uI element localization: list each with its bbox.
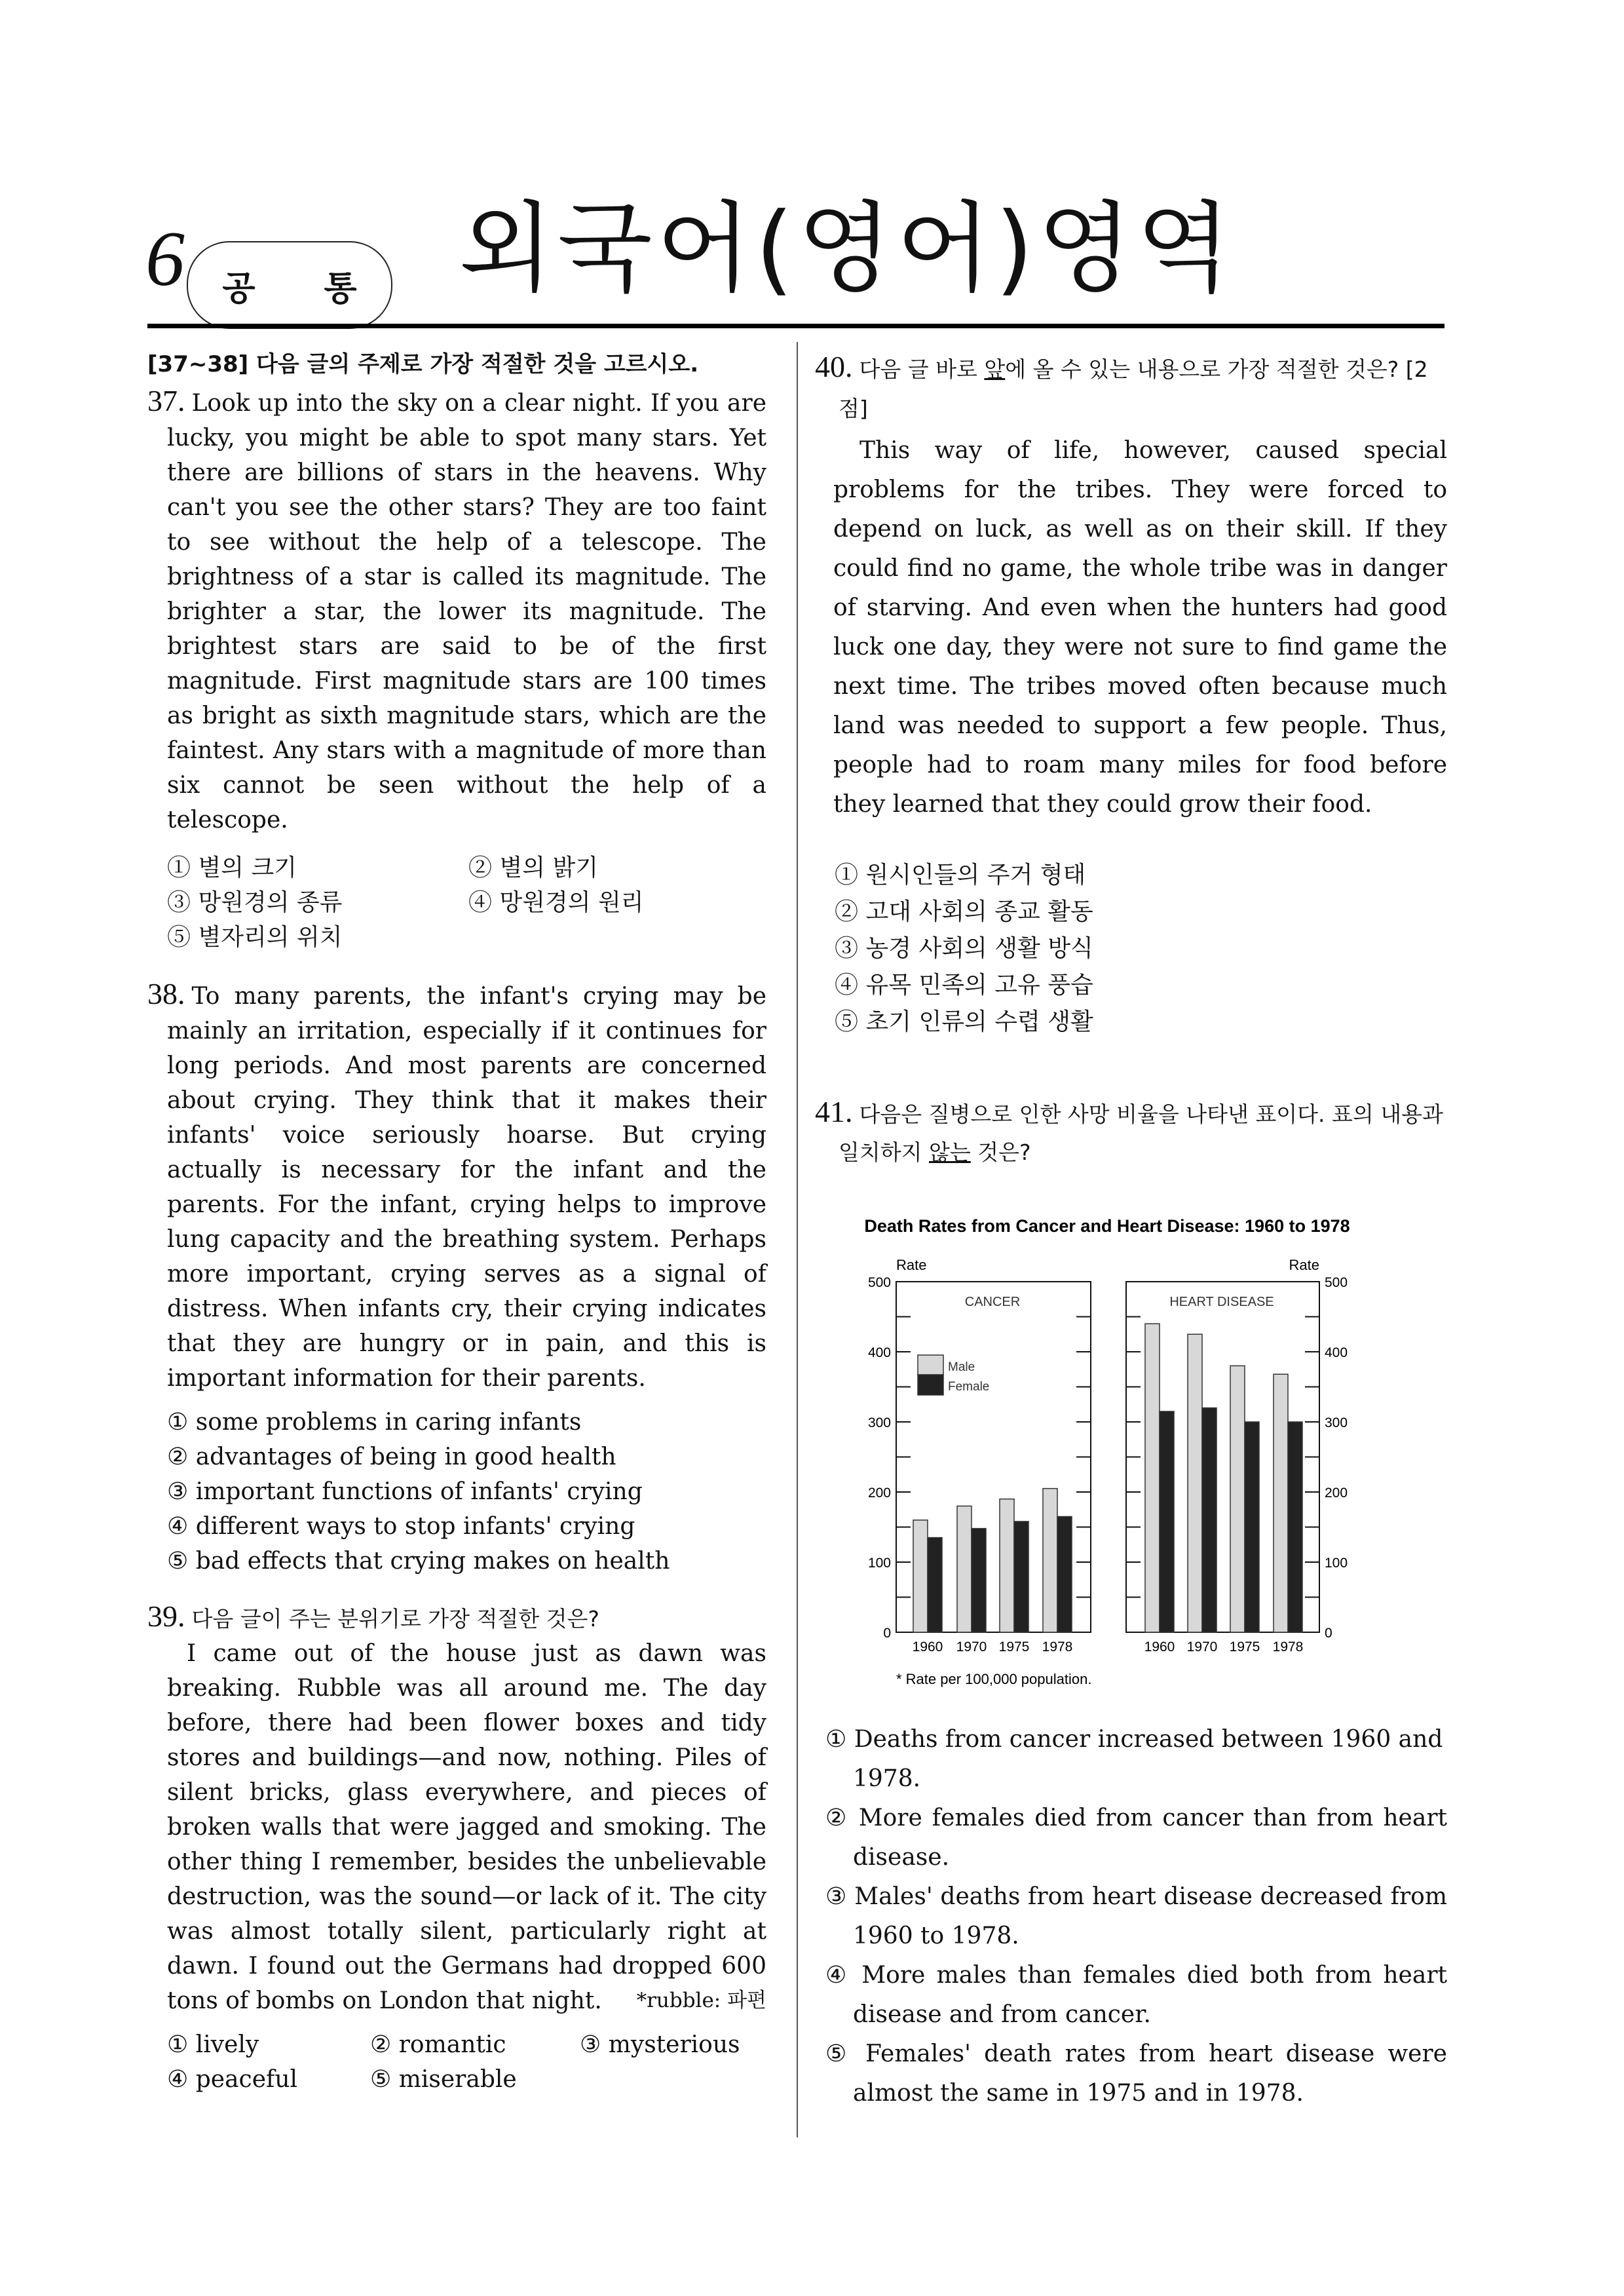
option-4[interactable]: ④ different ways to stop infants' crying bbox=[167, 1513, 635, 1540]
option-4[interactable]: ④ 유목 민족의 고유 풍습 bbox=[835, 972, 1093, 999]
question-38 bbox=[147, 976, 766, 1578]
option-2[interactable]: ② romantic bbox=[370, 2031, 506, 2058]
header-rule bbox=[147, 324, 1445, 328]
option-2[interactable]: ② advantages of being in good health bbox=[167, 1444, 616, 1470]
bar-cancer-male-1975 bbox=[1000, 1499, 1014, 1632]
bar-cancer-male-1978 bbox=[1043, 1489, 1057, 1632]
chart-footnote: * Rate per 100,000 population. bbox=[896, 1671, 1092, 1687]
y-tick-label-left: 0 bbox=[883, 1626, 891, 1641]
x-tick-label: 1970 bbox=[1186, 1639, 1218, 1655]
bar-cancer-male-1960 bbox=[913, 1520, 928, 1632]
instruction: [37~38] 다음 글의 주제로 가장 적절한 것을 고르시오. bbox=[147, 351, 699, 377]
option-5[interactable]: ⑤ bad effects that crying makes on health bbox=[167, 1548, 670, 1575]
question-number: 41. bbox=[815, 1095, 853, 1128]
question-41-options bbox=[815, 1720, 1447, 2113]
y-tick-label-right: 300 bbox=[1325, 1415, 1348, 1430]
badge-left: 공 bbox=[222, 268, 255, 309]
option-3[interactable]: ③ mysterious bbox=[580, 2031, 740, 2058]
question-stem: 다음은 질병으로 인한 사망 비율을 나타낸 표이다. 표의 내용과 일치하지 않는 것은? bbox=[839, 1101, 1443, 1165]
y-tick-label-left: 500 bbox=[867, 1275, 891, 1290]
question-number: 40. bbox=[815, 350, 853, 383]
passage: I came out of the house just as dawn was breaking. Rubble was all around me. The day before, there had been flower boxes and tidy stores and buildings—and now, nothing. Piles of silent bricks, glass everywhere, and pieces of broken walls that were jagged and smoking. The other thing I remember, besides the unbelievable destruction, was the sound—or lack of it. The city was almost totally silent, particularly right at dawn. I found out the Germans had dropped 600 tons of bombs on London that night. bbox=[167, 1640, 766, 2014]
x-tick-label: 1978 bbox=[1042, 1639, 1073, 1655]
y-tick-label-left: 300 bbox=[867, 1415, 891, 1430]
y-axis-label-left: Rate bbox=[896, 1257, 927, 1273]
legend-label-female: Female bbox=[948, 1380, 990, 1394]
y-tick-label-right: 200 bbox=[1325, 1485, 1348, 1501]
chart-title: Death Rates from Cancer and Heart Disease: 1960 to 1978 bbox=[864, 1216, 1350, 1236]
option-5[interactable]: ⑤ 초기 인류의 수렵 생활 bbox=[835, 1008, 1093, 1035]
question-40 bbox=[815, 347, 1447, 1041]
option-4[interactable]: ④ More males than females died both from heart disease and from cancer. bbox=[825, 1962, 1447, 2028]
bar-cancer-female-1975 bbox=[1014, 1521, 1029, 1632]
option-3[interactable]: ③ Males' deaths from heart disease decreased from 1960 to 1978. bbox=[825, 1883, 1447, 1949]
x-tick-label: 1960 bbox=[912, 1639, 943, 1655]
bar-cancer-female-1970 bbox=[972, 1529, 986, 1632]
passage: To many parents, the infant's crying may be mainly an irritation, especially if it continues for long periods. And most parents are concerned about crying. They think that it makes their infants' voice seriously hoarse. But crying actually is necessary for the infant and the parents. For the infant, crying helps to improve lung capacity and the breathing system. Perhaps more important, crying serves as a signal of distress. When infants cry, their crying indicates that they are hungry or in pain, and this is important information for their parents. bbox=[167, 983, 766, 1392]
legend-label-male: Male bbox=[948, 1360, 975, 1374]
question-37 bbox=[147, 383, 766, 955]
option-1[interactable]: ① lively bbox=[167, 2031, 259, 2058]
y-tick-label-right: 500 bbox=[1325, 1275, 1348, 1290]
x-tick-label: 1960 bbox=[1144, 1639, 1175, 1655]
panel-label: HEART DISEASE bbox=[1169, 1295, 1274, 1309]
option-1[interactable]: ① 별의 크기 bbox=[167, 854, 297, 881]
footnote: *rubble: 파편 bbox=[636, 1989, 766, 2012]
bar-cancer-male-1970 bbox=[957, 1506, 972, 1632]
bar-heart-disease-male-1975 bbox=[1230, 1366, 1245, 1632]
bar-heart-disease-female-1975 bbox=[1245, 1422, 1259, 1632]
exam-title: 외국어(영어)영역 bbox=[459, 192, 1236, 306]
question-39 bbox=[147, 1599, 766, 2097]
bar-cancer-female-1960 bbox=[928, 1538, 942, 1632]
passage: Look up into the sky on a clear night. If you are lucky, you might be able to spot many stars. Yet there are billions of stars in the heavens. Why can't you see the other stars? They are too faint to see without the help of a telescope. The brightness of a star is called its magnitude. The brighter a star, the lower its magnitude. The brightest stars are said to be of the first magnitude. First magnitude stars are 100 times as bright as sixth magnitude stars, which are the faintest. Any stars with a magnitude of more than six cannot be seen without the help of a telescope. bbox=[167, 390, 766, 833]
bar-heart-disease-female-1960 bbox=[1160, 1411, 1174, 1632]
question-number: 37. bbox=[147, 384, 185, 417]
section-badge bbox=[187, 241, 392, 329]
bar-heart-disease-female-1970 bbox=[1202, 1408, 1217, 1632]
y-tick-label-right: 0 bbox=[1325, 1626, 1332, 1641]
bar-cancer-female-1978 bbox=[1057, 1516, 1072, 1632]
option-5[interactable]: ⑤ 별자리의 위치 bbox=[167, 924, 343, 951]
x-tick-label: 1970 bbox=[956, 1639, 987, 1655]
passage: This way of life, however, caused special problems for the tribes. They were forced to depend on luck, as well as on their skill. If they could find no game, the whole tribe was in danger of starving. And even when the hunters had good luck one day, they were not sure to find game the next time. The tribes moved often because much land was needed to support a few people. Thus, people had to roam many miles for food before they learned that they could grow their food. bbox=[833, 437, 1447, 818]
bar-heart-disease-male-1978 bbox=[1274, 1374, 1288, 1632]
option-1[interactable]: ① Deaths from cancer increased between 1960 and 1978. bbox=[825, 1726, 1443, 1792]
option-4[interactable]: ④ 망원경의 원리 bbox=[468, 889, 644, 916]
y-axis-label-right: Rate bbox=[1289, 1257, 1319, 1273]
badge-right: 통 bbox=[324, 268, 357, 309]
page-number: 6 bbox=[145, 215, 185, 302]
column-divider bbox=[797, 342, 798, 2137]
y-tick-label-left: 200 bbox=[867, 1485, 891, 1501]
x-tick-label: 1975 bbox=[1229, 1639, 1260, 1655]
option-3[interactable]: ③ 망원경의 종류 bbox=[167, 889, 343, 916]
y-tick-label-right: 400 bbox=[1325, 1345, 1348, 1360]
y-tick-label-right: 100 bbox=[1325, 1556, 1348, 1571]
legend-swatch-female bbox=[918, 1375, 943, 1395]
option-3[interactable]: ③ important functions of infants' crying bbox=[167, 1478, 643, 1505]
question-41 bbox=[815, 1093, 1447, 1172]
question-number: 39. bbox=[147, 1599, 185, 1633]
option-2[interactable]: ② More females died from cancer than from heart disease. bbox=[825, 1805, 1447, 1871]
option-1[interactable]: ① some problems in caring infants bbox=[167, 1409, 582, 1436]
option-2[interactable]: ② 고대 사회의 종교 활동 bbox=[835, 898, 1093, 925]
x-tick-label: 1975 bbox=[998, 1639, 1030, 1655]
y-tick-label-left: 400 bbox=[867, 1345, 891, 1360]
question-number: 38. bbox=[147, 977, 185, 1010]
bar-heart-disease-male-1970 bbox=[1188, 1334, 1202, 1632]
x-tick-label: 1978 bbox=[1272, 1639, 1304, 1655]
option-5[interactable]: ⑤ miserable bbox=[370, 2066, 517, 2093]
question-stem: 다음 글이 주는 분위기로 가장 적절한 것은? bbox=[191, 1606, 599, 1632]
panel-label: CANCER bbox=[964, 1295, 1021, 1309]
option-1[interactable]: ① 원시인들의 주거 형태 bbox=[835, 862, 1086, 889]
y-tick-label-left: 100 bbox=[867, 1556, 891, 1571]
option-5[interactable]: ⑤ Females' death rates from heart disease were almost the same in 1975 and in 1978. bbox=[825, 2040, 1447, 2107]
legend-swatch-male bbox=[918, 1355, 943, 1375]
bar-heart-disease-female-1978 bbox=[1288, 1422, 1302, 1632]
option-3[interactable]: ③ 농경 사회의 생활 방식 bbox=[835, 935, 1093, 962]
bar-heart-disease-male-1960 bbox=[1145, 1324, 1160, 1632]
option-4[interactable]: ④ peaceful bbox=[167, 2066, 298, 2093]
option-2[interactable]: ② 별의 밝기 bbox=[468, 854, 598, 881]
question-stem: 다음 글 바로 앞에 올 수 있는 내용으로 가장 적절한 것은? [2점] bbox=[839, 356, 1428, 421]
death-rate-chart bbox=[852, 1206, 1441, 1697]
